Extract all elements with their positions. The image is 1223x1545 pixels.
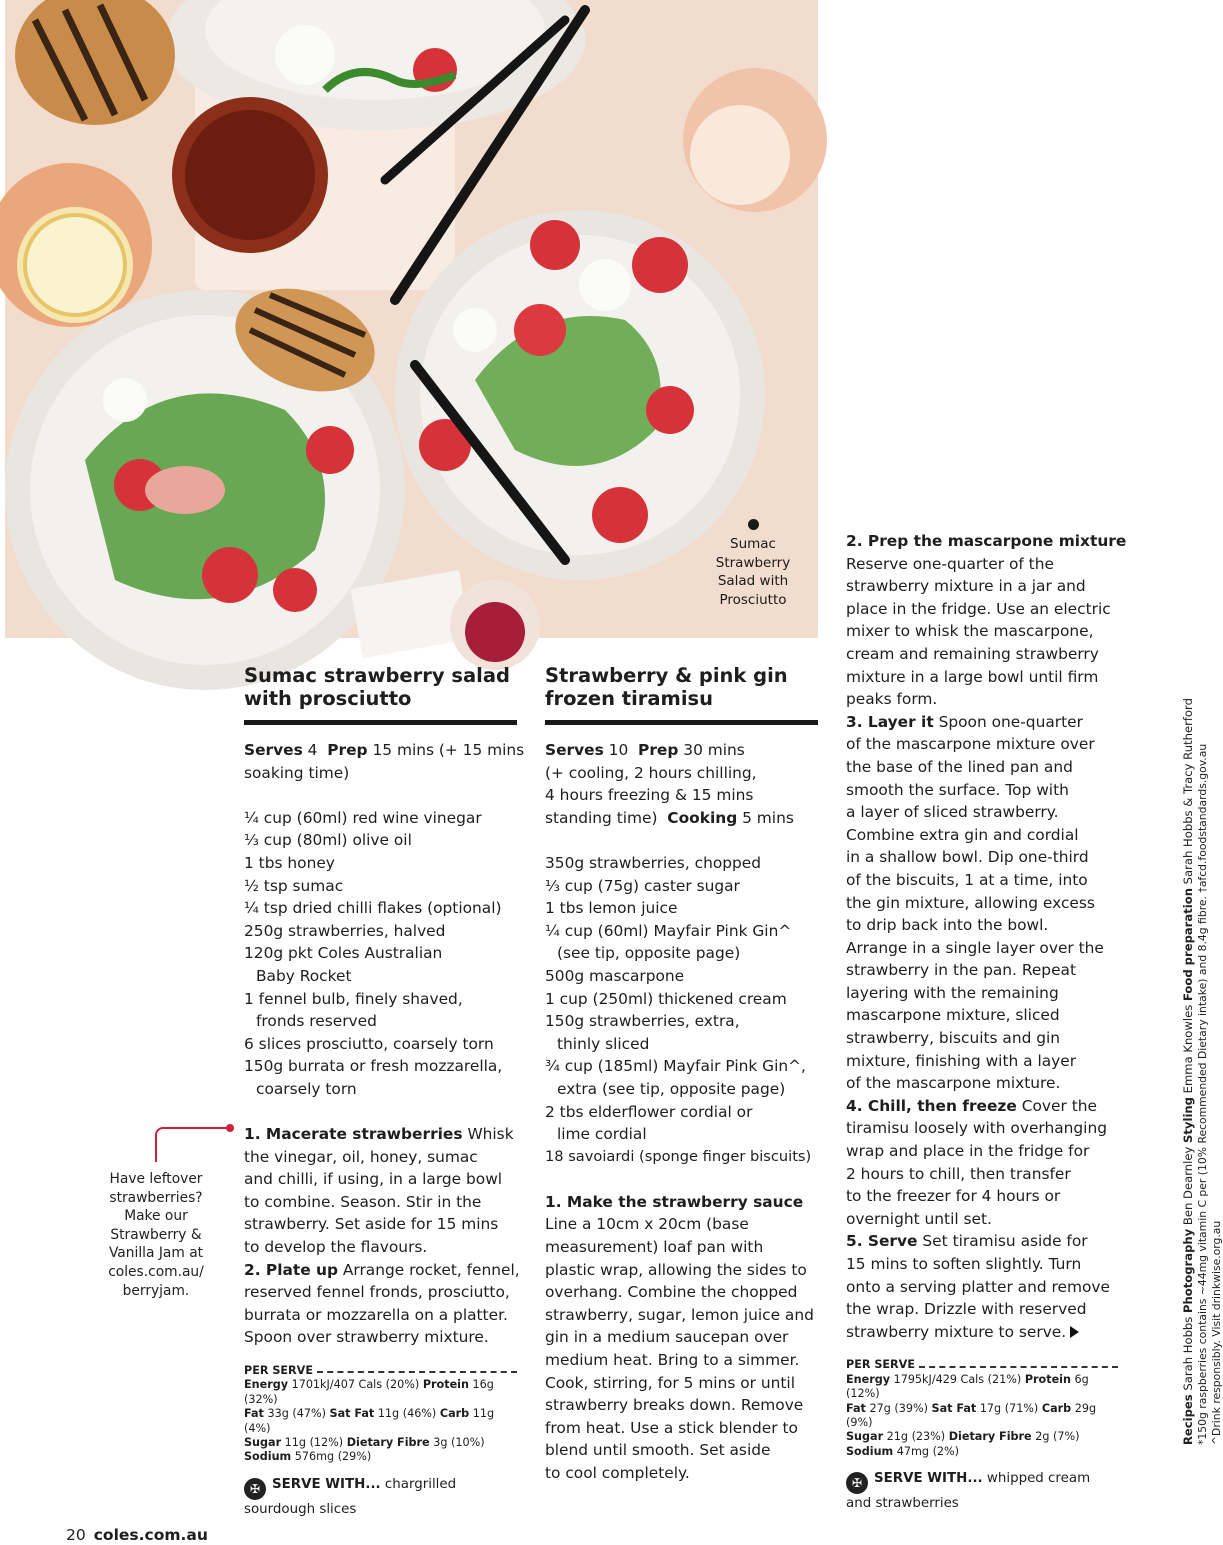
recipe-title: Sumac strawberry salad with prosciutto <box>244 664 510 710</box>
title-rule <box>244 720 517 725</box>
serve-with: ✠ SERVE WITH... chargrilled sourdough slices <box>244 1476 457 1517</box>
method-step: 3. Layer it Spoon one-quarter of the mascarpone mixture over the base of the lined pan and smooth the surface. Top with a layer of sliced strawberry. Combine extra gin and cordial in a shallow bowl. Dip one-third of the biscuits, 1 at a time, into the gin mixture, allowing excess to drip back into the bowl. Arrange in a single layer over the strawberry in the pan. Repeat layering with the remaining mascarpone mixture, sliced strawberry, biscuits and gin mixture, finishing with a layer of the mascarpone mixture. <box>846 712 1104 1093</box>
prep-line: soaking time) <box>244 763 350 782</box>
serves-line: Serves 10 Prep 30 mins <box>545 741 745 759</box>
method-step: 4. Chill, then freeze Cover the tiramisu loosely with overhanging wrap and place in the fridge for 2 hours to chill, then transfer to the freezer for 4 hours or overnight until set. <box>846 1096 1107 1228</box>
footnote: ^Drink responsibly. Visit drinkwise.org.au <box>1209 1220 1223 1445</box>
ingredient: 1 cup (250ml) thickened cream <box>545 989 787 1008</box>
time-line: (+ cooling, 2 hours chilling, <box>545 763 757 782</box>
ingredient: 18 savoiardi (sponge finger biscuits) <box>545 1147 812 1165</box>
recipe-title: Strawberry & pink gin frozen tiramisu <box>545 664 788 710</box>
method-step: 1. Macerate strawberries Whisk the vinegar, oil, honey, sumac and chilli, if using, in a large bowl to combine. Season. Stir in the strawberry. Set aside for 15 mins to develop the flavours. <box>244 1125 514 1257</box>
footnote: *150g raspberries contains ~44mg vitamin C per (10% Recommended Dietary intake) and 8.4g fibre. †afcd.foodstandards.gov.au <box>1195 743 1209 1445</box>
cooking-line: standing time) Cooking 5 mins <box>545 808 794 827</box>
ingredient: ¾ cup (185ml) Mayfair Pink Gin^, <box>545 1057 806 1076</box>
ingredient: 500g mascarpone <box>545 966 685 985</box>
ingredient: ¼ cup (60ml) Mayfair Pink Gin^ <box>545 921 792 940</box>
ingredient: (see tip, opposite page) <box>557 944 741 963</box>
leftover-tip: Have leftover strawberries? Make our Strawberry & Vanilla Jam at coles.com.au/ berryjam. <box>108 1171 204 1299</box>
cutlery-icon: ✠ <box>244 1478 266 1500</box>
page-number: 20 <box>66 1526 86 1544</box>
ingredient: 150g burrata or fresh mozzarella, <box>244 1057 503 1076</box>
recipe-tiramisu-method <box>846 530 1126 1513</box>
cutlery-icon: ✠ <box>846 1472 868 1494</box>
ingredient: ¼ tsp dried chilli flakes (optional) <box>244 899 502 918</box>
ingredient: 2 tbs elderflower cordial or <box>545 1102 753 1121</box>
serve-with: ✠ SERVE WITH... whipped cream and strawberries <box>846 1471 1091 1512</box>
method-step: 2. Plate up Arrange rocket, fennel, reserved fennel fronds, prosciutto, burrata or mozzarella on a platter. Spoon over strawberry mixture. <box>244 1260 520 1347</box>
ingredient-list <box>545 852 818 1168</box>
page-footer <box>66 1526 208 1544</box>
site-link[interactable]: coles.com.au <box>93 1526 208 1544</box>
ingredient: lime cordial <box>557 1125 647 1144</box>
ingredient: extra (see tip, opposite page) <box>557 1079 786 1098</box>
ingredient: 350g strawberries, chopped <box>545 853 762 872</box>
serves-line: Serves 4 Prep 15 mins (+ 15 mins <box>244 741 525 759</box>
time-line: 4 hours freezing & 15 mins <box>545 786 754 805</box>
caption-bullet <box>748 519 759 530</box>
recipe-tiramisu <box>545 664 818 1485</box>
ingredient: ½ tsp sumac <box>244 876 344 895</box>
credits: Recipes Sarah Hobbs Photography Ben Dearnley Styling Emma Knowles Food preparation Sarah Hobbs & Tracy Rutherford *150g raspberries contains ~44mg vitamin C per (10% Recommended Dietary intake) and 8.4g fibre. †afcd.foodstandards.gov.au ^Drink responsibly. Visit drinkwise.org.au <box>1182 685 1223 1445</box>
method-step: 1. Make the strawberry sauce Line a 10cm x 20cm (base measurement) loaf pan with plastic wrap, allowing the sides to overhang. Combine the chopped strawberry, sugar, lemon juice and gin in a medium saucepan over medium heat. Bring to a simmer. Cook, stirring, for 5 mins or until strawberry breaks down. Remove from heat. Use a stick blender to blend until smooth. Set aside to cool completely. <box>545 1192 814 1482</box>
title-rule <box>545 720 818 725</box>
callout-dot <box>226 1124 234 1132</box>
recipe-salad <box>244 664 525 1519</box>
nutrition-panel: PER SERVE Energy 1795kJ/429 Cals (21%) Protein 6g (12%) Fat 27g (39%) Sat Fat 17g (71%) Carb 29g (9%) Sugar 21g (23%) Dietary Fibre 2g (7%) Sodium 47mg (2%) <box>846 1358 1118 1459</box>
end-mark-icon <box>1070 1326 1079 1338</box>
ingredient-list <box>244 807 517 1101</box>
ingredient: 6 slices prosciutto, coarsely torn <box>244 1034 494 1053</box>
ingredient: 1 tbs lemon juice <box>545 899 678 918</box>
method-step: 2. Prep the mascarpone mixture Reserve one-quarter of the strawberry mixture in a jar and place in the fridge. Use an electric mixer to whisk the mascarpone, cream and remaining strawberry mixture in a large bowl until firm peaks form. <box>846 532 1127 709</box>
method-step: 5. Serve Set tiramisu aside for 15 mins to soften slightly. Turn onto a serving platter and remove the wrap. Drizzle with reserved strawberry mixture to serve. <box>846 1232 1110 1341</box>
ingredient: Baby Rocket <box>256 966 352 985</box>
ingredient: 120g pkt Coles Australian <box>244 944 443 963</box>
ingredient: fronds reserved <box>256 1012 377 1031</box>
photo-caption: Sumac Strawberry Salad with Prosciutto <box>715 536 791 608</box>
ingredient: 1 tbs honey <box>244 853 335 872</box>
ingredient: 1 fennel bulb, finely shaved, <box>244 989 463 1008</box>
ingredient: coarsely torn <box>256 1079 357 1098</box>
ingredient: ⅓ cup (80ml) olive oil <box>244 831 412 850</box>
ingredient: 250g strawberries, halved <box>244 921 446 940</box>
ingredient: ¼ cup (60ml) red wine vinegar <box>244 808 482 827</box>
ingredient: ⅓ cup (75g) caster sugar <box>545 876 740 895</box>
callout-connector <box>155 1127 231 1162</box>
ingredient: thinly sliced <box>557 1034 650 1053</box>
nutrition-panel: PER SERVE Energy 1701kJ/407 Cals (20%) Protein 16g (32%) Fat 33g (47%) Sat Fat 11g (46%) Carb 11g (4%) Sugar 11g (12%) Dietary Fibre 3g (10%) Sodium 576mg (29%) <box>244 1364 517 1465</box>
ingredient: 150g strawberries, extra, <box>545 1012 740 1031</box>
